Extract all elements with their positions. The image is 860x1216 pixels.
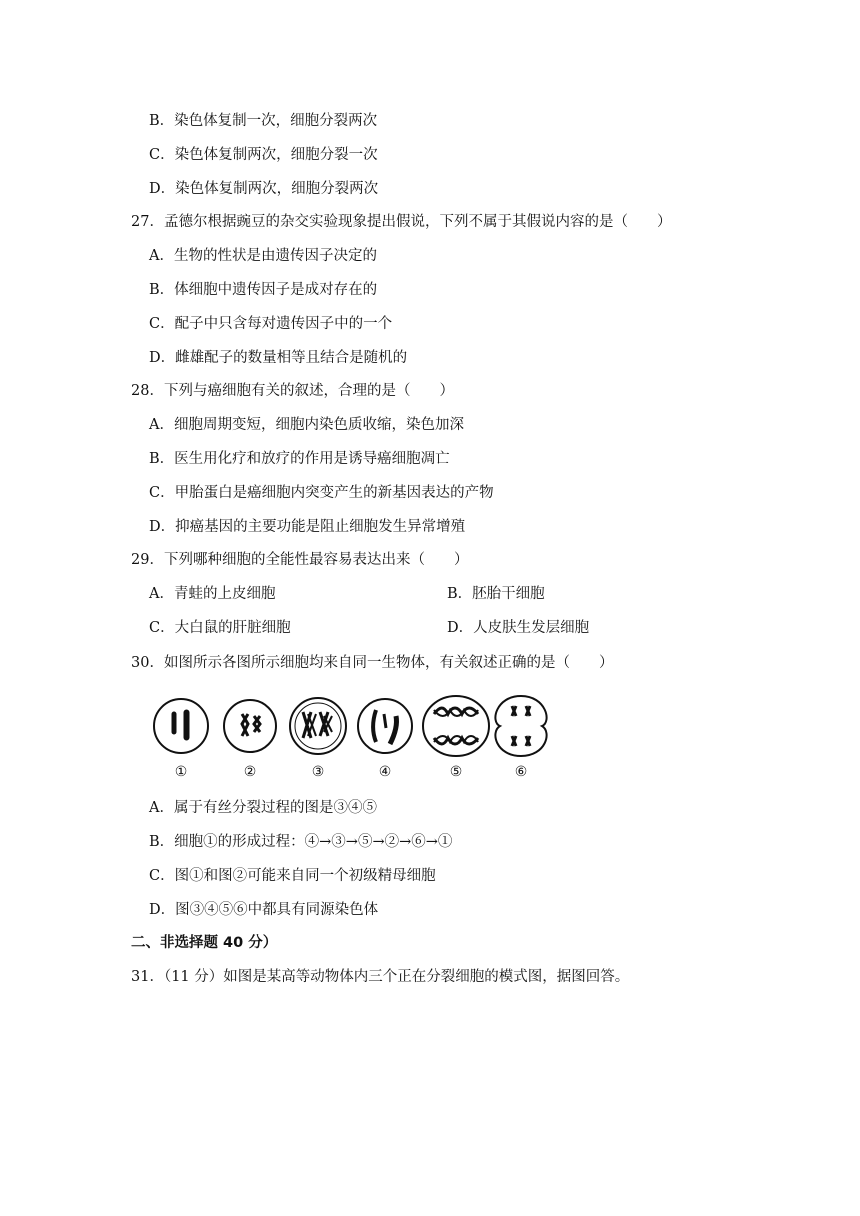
q26-option-c: C．染色体复制两次，细胞分裂一次	[149, 147, 378, 163]
q28-option-c: C．甲胎蛋白是癌细胞内突变产生的新基因表达的产物	[149, 485, 494, 501]
q27-option-c: C．配子中只含每对遗传因子中的一个	[149, 316, 393, 332]
q30-option-c: C．图①和图②可能来自同一个初级精母细胞	[149, 868, 436, 884]
figure-label-6: ⑥	[514, 764, 528, 780]
q30-option-b: B．细胞①的形成过程：④→③→⑤→②→⑥→①	[149, 834, 453, 850]
q26-option-d: D．染色体复制两次，细胞分裂两次	[149, 181, 379, 197]
q27-stem: 27．孟德尔根据豌豆的杂交实验现象提出假说，下列不属于其假说内容的是（ ）	[131, 214, 672, 230]
q29-stem: 29．下列哪种细胞的全能性最容易表达出来（ ）	[131, 552, 469, 568]
q31-stem: 31．（11 分）如图是某高等动物体内三个正在分裂细胞的模式图，据图回答。	[131, 969, 630, 985]
figure-label-4: ④	[378, 764, 392, 780]
q29-option-a: A．青蛙的上皮细胞	[149, 586, 276, 602]
q30-option-a: A．属于有丝分裂过程的图是③④⑤	[149, 800, 377, 816]
section-2-title: 二、非选择题 40 分）	[131, 935, 278, 951]
q30-stem: 30．如图所示各图所示细胞均来自同一生物体，有关叙述正确的是（ ）	[131, 655, 614, 671]
figure-label-2: ②	[243, 764, 257, 780]
cell-6-diagram	[495, 696, 546, 756]
q26-option-b: B．染色体复制一次，细胞分裂两次	[149, 113, 378, 129]
cell-5-diagram	[423, 696, 489, 756]
q29-option-b: B．胚胎干细胞	[447, 586, 545, 602]
q28-stem: 28．下列与癌细胞有关的叙述，合理的是（ ）	[131, 383, 454, 399]
figure-label-3: ③	[311, 764, 325, 780]
q28-option-d: D．抑癌基因的主要功能是阻止细胞发生异常增殖	[149, 519, 466, 535]
figure-label-1: ①	[174, 764, 188, 780]
cell-3-diagram	[290, 698, 346, 754]
figure-label-5: ⑤	[449, 764, 463, 780]
q28-option-a: A．细胞周期变短，细胞内染色质收缩，染色加深	[149, 417, 464, 433]
cell-2-diagram	[224, 700, 276, 752]
q28-option-b: B．医生用化疗和放疗的作用是诱导癌细胞凋亡	[149, 451, 450, 467]
q27-option-a: A．生物的性状是由遗传因子决定的	[149, 248, 377, 264]
q27-option-b: B．体细胞中遗传因子是成对存在的	[149, 282, 378, 298]
cell-division-figure	[148, 692, 548, 786]
q29-option-d: D．人皮肤生发层细胞	[447, 620, 590, 636]
q27-option-d: D．雌雄配子的数量相等且结合是随机的	[149, 350, 408, 366]
q29-option-c: C．大白鼠的肝脏细胞	[149, 620, 291, 636]
q30-option-d: D．图③④⑤⑥中都具有同源染色体	[149, 902, 379, 918]
cell-1-diagram	[154, 699, 208, 753]
